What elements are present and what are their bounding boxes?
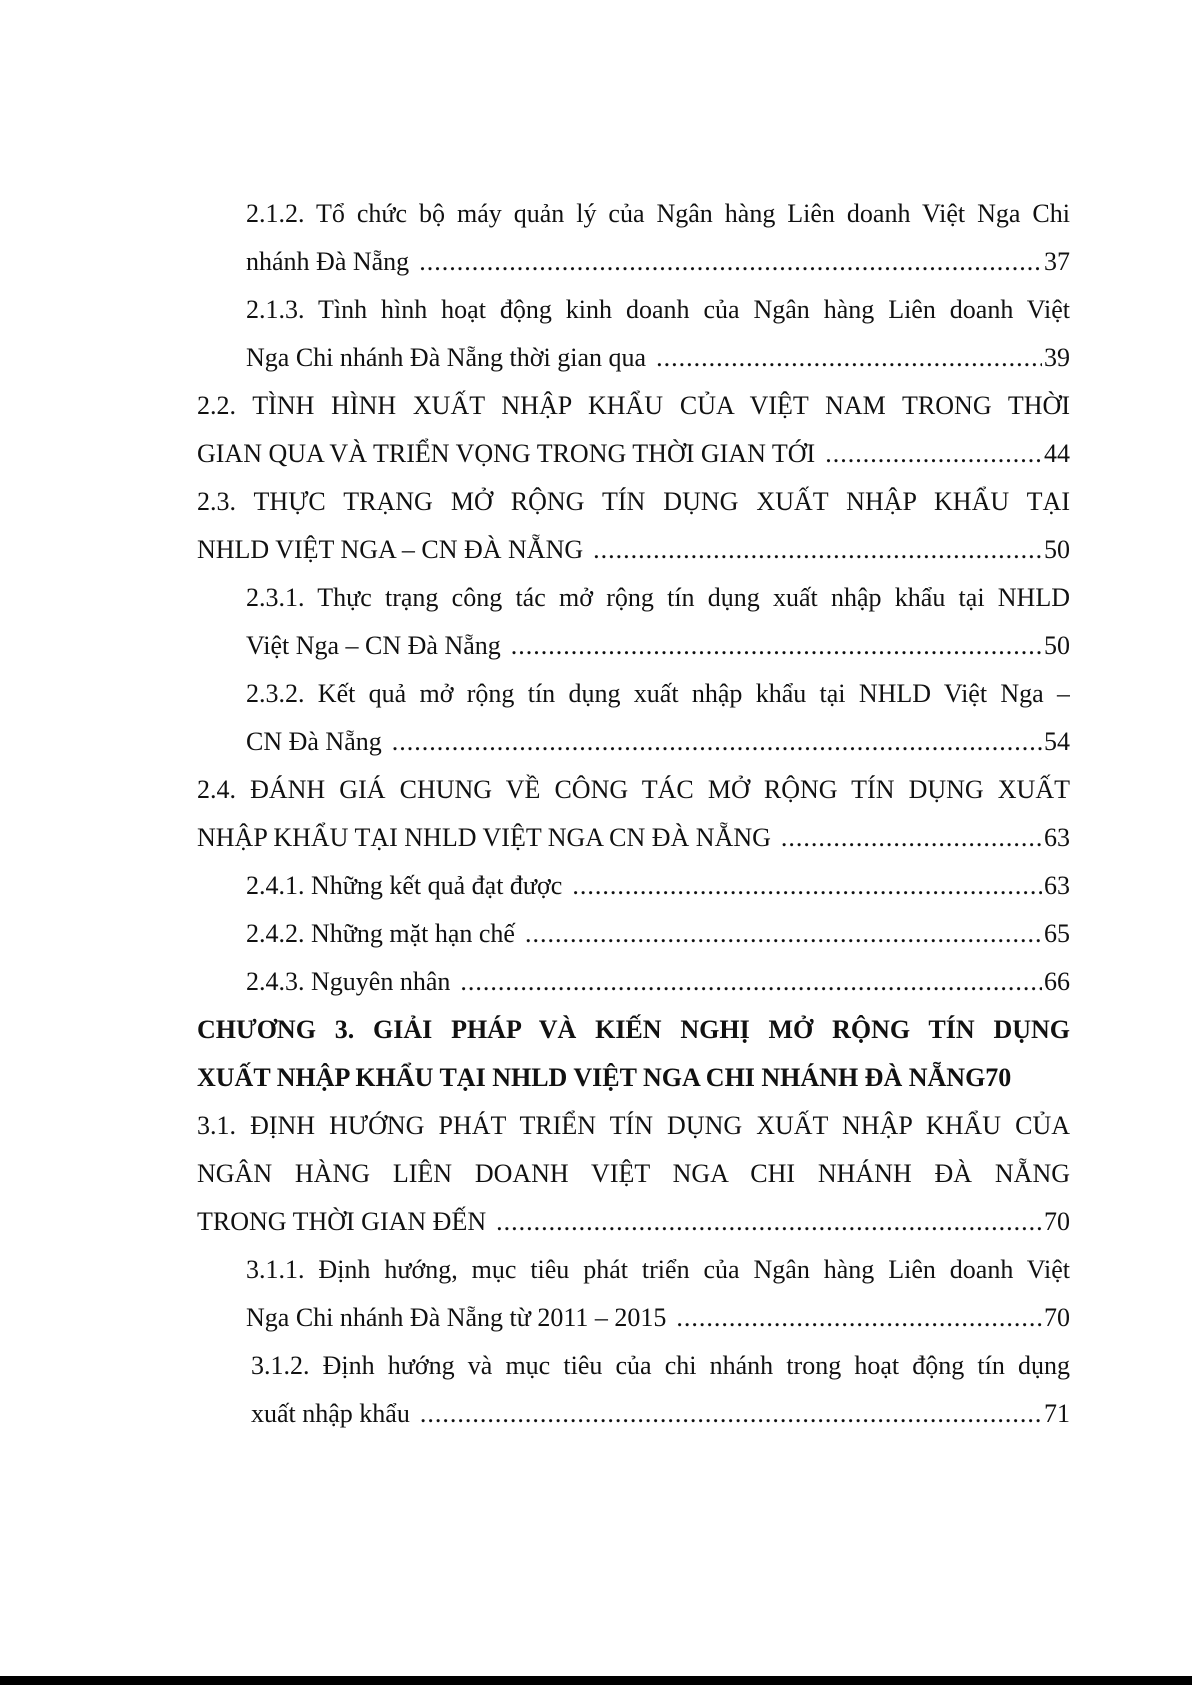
dot-leader xyxy=(420,1390,1042,1438)
dot-leader xyxy=(656,334,1042,382)
toc-page-number: 54 xyxy=(1044,727,1070,756)
table-of-contents xyxy=(197,190,1070,1438)
dot-leader xyxy=(496,1198,1042,1246)
toc-entry-text: Nga Chi nhánh Đà Nẵng từ 2011 – 2015 xyxy=(246,1303,667,1332)
toc-page-number: 66 xyxy=(1044,967,1070,996)
toc-entry-2-4-2[interactable] xyxy=(197,910,1070,958)
toc-page-number: 44 xyxy=(1044,439,1070,468)
dot-leader xyxy=(460,958,1042,1006)
toc-entry-text: Việt Nga – CN Đà Nẵng xyxy=(246,631,501,660)
toc-entry-text: 2.4.3. Nguyên nhân xyxy=(246,967,451,996)
toc-entry-2-4[interactable] xyxy=(197,766,1070,862)
toc-page-number: 50 xyxy=(1044,631,1070,660)
toc-entry-text: NHẬP KHẨU TẠI NHLD VIỆT NGA CN ĐÀ NẴNG xyxy=(197,823,771,852)
toc-entry-text: NGÂN HÀNG LIÊN DOANH VIỆT NGA CHI NHÁNH ĐÀ NẴNG xyxy=(197,1159,1070,1188)
toc-entry-text: 3.1. ĐỊNH HƯỚNG PHÁT TRIỂN TÍN DỤNG XUẤT NHẬP KHẨU CỦA xyxy=(197,1111,1070,1140)
toc-page-number: 70 xyxy=(1044,1303,1070,1332)
toc-entry-text: 2.3.2. Kết quả mở rộng tín dụng xuất nhập khẩu tại NHLD Việt Nga – xyxy=(246,679,1070,708)
toc-entry-2-4-1[interactable] xyxy=(197,862,1070,910)
toc-page-number: 37 xyxy=(1044,247,1070,276)
toc-entry-text: GIAN QUA VÀ TRIỂN VỌNG TRONG THỜI GIAN TỚI xyxy=(197,439,816,468)
toc-entry-text: CHƯƠNG 3. GIẢI PHÁP VÀ KIẾN NGHỊ MỞ RỘNG TÍN DỤNG xyxy=(197,1015,1070,1044)
toc-entry-text: 2.3. THỰC TRẠNG MỞ RỘNG TÍN DỤNG XUẤT NHẬP KHẨU TẠI xyxy=(197,487,1070,516)
toc-page-number: 39 xyxy=(1044,343,1070,372)
toc-page-number: 50 xyxy=(1044,535,1070,564)
toc-page-number: 70 xyxy=(1044,1207,1070,1236)
toc-page-number: 63 xyxy=(1044,823,1070,852)
toc-entry-text: XUẤT NHẬP KHẨU TẠI NHLD VIỆT NGA CHI NHÁNH ĐÀ NẴNG xyxy=(197,1063,986,1092)
toc-entry-text: 2.1.2. Tổ chức bộ máy quản lý của Ngân hàng Liên doanh Việt Nga Chi xyxy=(246,199,1070,228)
toc-page-number: 65 xyxy=(1044,919,1070,948)
dot-leader xyxy=(781,814,1042,862)
toc-entry-2-4-3[interactable] xyxy=(197,958,1070,1006)
dot-leader xyxy=(676,1294,1042,1342)
toc-entry-2-3[interactable] xyxy=(197,478,1070,574)
toc-entry-2-3-2[interactable] xyxy=(197,670,1070,766)
bottom-scan-border xyxy=(0,1676,1192,1685)
toc-entry-text: 2.4. ĐÁNH GIÁ CHUNG VỀ CÔNG TÁC MỞ RỘNG TÍN DỤNG XUẤT xyxy=(197,775,1070,804)
toc-entry-2-1-3[interactable] xyxy=(197,286,1070,382)
toc-entry-2-1-2[interactable] xyxy=(197,190,1070,286)
toc-entry-2-2[interactable] xyxy=(197,382,1070,478)
toc-entry-text: 2.2. TÌNH HÌNH XUẤT NHẬP KHẨU CỦA VIỆT NAM TRONG THỜI xyxy=(197,391,1070,420)
toc-entry-2-3-1[interactable] xyxy=(197,574,1070,670)
toc-entry-text: 2.1.3. Tình hình hoạt động kinh doanh của Ngân hàng Liên doanh Việt xyxy=(246,295,1070,324)
toc-page-number: 70 xyxy=(985,1063,1012,1092)
dot-leader xyxy=(419,238,1042,286)
toc-entry-3-1-2[interactable] xyxy=(197,1342,1070,1438)
toc-entry-text: nhánh Đà Nẵng xyxy=(246,247,410,276)
toc-entry-text: xuất nhập khẩu xyxy=(251,1399,410,1428)
dot-leader xyxy=(825,430,1042,478)
dot-leader xyxy=(593,526,1042,574)
toc-entry-text: 3.1.1. Định hướng, mục tiêu phát triển của Ngân hàng Liên doanh Việt xyxy=(246,1255,1070,1284)
dot-leader xyxy=(511,622,1042,670)
toc-entry-text: CN Đà Nẵng xyxy=(246,727,382,756)
toc-page-number: 71 xyxy=(1044,1399,1070,1428)
toc-entry-text: NHLD VIỆT NGA – CN ĐÀ NẴNG xyxy=(197,535,584,564)
dot-leader xyxy=(572,862,1042,910)
toc-entry-text: TRONG THỜI GIAN ĐẾN xyxy=(197,1207,487,1236)
dot-leader xyxy=(392,718,1042,766)
toc-entry-text: 2.4.2. Những mặt hạn chế xyxy=(246,919,515,948)
toc-entry-text: Nga Chi nhánh Đà Nẵng thời gian qua xyxy=(246,343,647,372)
toc-entry-text: 2.3.1. Thực trạng công tác mở rộng tín dụng xuất nhập khẩu tại NHLD xyxy=(246,583,1070,612)
toc-entry-3-1[interactable] xyxy=(197,1102,1070,1246)
toc-entry-3-1-1[interactable] xyxy=(197,1246,1070,1342)
toc-entry-text: 3.1.2. Định hướng và mục tiêu của chi nhánh trong hoạt động tín dụng xyxy=(251,1351,1070,1380)
toc-page-number: 63 xyxy=(1044,871,1070,900)
toc-entry-text: 2.4.1. Những kết quả đạt được xyxy=(246,871,563,900)
dot-leader xyxy=(525,910,1042,958)
toc-entry-chapter-3[interactable] xyxy=(197,1006,1070,1102)
